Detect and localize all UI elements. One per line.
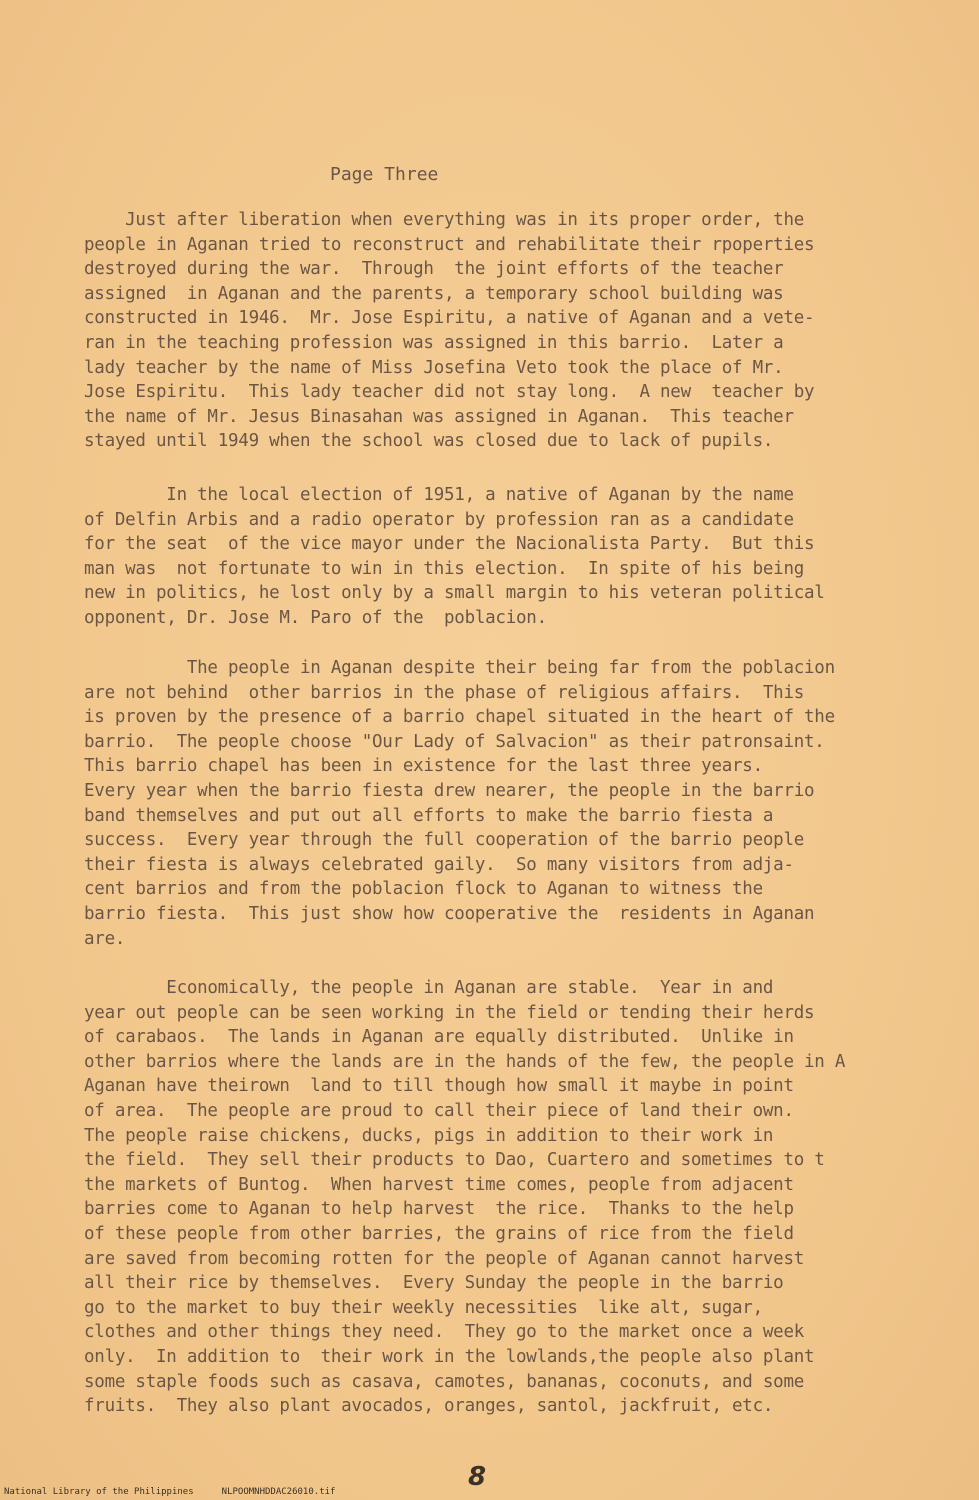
text-line: success. Every year through the full cooperation of the barrio people xyxy=(84,830,805,851)
paragraph-3 xyxy=(84,656,964,951)
text-line: of area. The people are proud to call their piece of land their own. xyxy=(84,1100,794,1121)
text-line: of carabaos. The lands in Aganan are equally distributed. Unlike in xyxy=(84,1027,794,1048)
text-line: This barrio chapel has been in existence for the last three years. xyxy=(84,756,763,777)
text-line: are. xyxy=(84,928,126,949)
text-line: all their rice by themselves. Every Sunday the people in the barrio xyxy=(84,1273,784,1294)
text-line: cent barrios and from the poblacion flock to Aganan to witness the xyxy=(84,879,763,900)
text-line: The people in Aganan despite their being far from the poblacion xyxy=(84,658,835,678)
text-line: year out people can be seen working in the field or tending their herds xyxy=(84,1002,815,1023)
text-line: ran in the teaching profession was assigned in this barrio. Later a xyxy=(84,332,784,353)
text-line: In the local election of 1951, a native of Aganan by the name xyxy=(84,485,794,505)
text-line: go to the market to buy their weekly necessities like alt, sugar, xyxy=(84,1297,763,1318)
text-line: band themselves and put out all efforts to make the barrio fiesta a xyxy=(84,805,774,826)
text-line: destroyed during the war. Through the joint efforts of the teacher xyxy=(84,259,784,280)
text-line: Just after liberation when everything was in its proper order, the xyxy=(84,210,805,230)
text-line: people in Aganan tried to reconstruct and rehabilitate their rpoperties xyxy=(84,234,815,255)
paragraph-2 xyxy=(84,483,964,631)
text-line: lady teacher by the name of Miss Josefina Veto took the place of Mr. xyxy=(84,357,784,378)
text-line: the field. They sell their products to Dao, Cuartero and sometimes to t xyxy=(84,1150,825,1171)
text-line: Economically, the people in Aganan are stable. Year in and xyxy=(84,978,774,998)
text-line: constructed in 1946. Mr. Jose Espiritu, a native of Aganan and a vete- xyxy=(84,308,815,329)
text-line: barrio. The people choose "Our Lady of Salvacion" as their patronsaint. xyxy=(84,731,825,752)
text-line: barries come to Aganan to help harvest the rice. Thanks to the help xyxy=(84,1199,794,1220)
text-line: clothes and other things they need. They go to the market once a week xyxy=(84,1322,805,1343)
text-line: opponent, Dr. Jose M. Paro of the poblacion. xyxy=(84,607,547,628)
text-line: for the seat of the vice mayor under the Nacionalista Party. But this xyxy=(84,534,815,555)
paragraph-4 xyxy=(84,976,964,1419)
footer-institution: National Library of the Philippines xyxy=(4,1487,194,1497)
footer-filename: NLPOOMNHDDAC26010.tif xyxy=(221,1487,336,1497)
text-line: man was not fortunate to win in this election. In spite of his being xyxy=(84,558,805,579)
text-line: stayed until 1949 when the school was closed due to lack of pupils. xyxy=(84,431,774,452)
page-number: 8 xyxy=(468,1462,487,1492)
text-line: other barrios where the lands are in the hands of the few, the people in A xyxy=(84,1051,846,1072)
page-header: Page Three xyxy=(330,164,439,185)
text-line: only. In addition to their work in the lowlands,the people also plant xyxy=(84,1346,815,1367)
text-line: Jose Espiritu. This lady teacher did not stay long. A new teacher by xyxy=(84,382,815,403)
text-line: of Delfin Arbis and a radio operator by profession ran as a candidate xyxy=(84,509,794,530)
text-line: Every year when the barrio fiesta drew nearer, the people in the barrio xyxy=(84,780,815,801)
text-line: new in politics, he lost only by a small margin to his veteran political xyxy=(84,583,825,604)
text-line: the name of Mr. Jesus Binasahan was assigned in Aganan. This teacher xyxy=(84,406,794,427)
text-line: the markets of Buntog. When harvest time comes, people from adjacent xyxy=(84,1174,794,1195)
text-line: Aganan have theirown land to till though how small it maybe in point xyxy=(84,1076,794,1097)
scan-footer xyxy=(4,1487,363,1497)
text-line: assigned in Aganan and the parents, a temporary school building was xyxy=(84,283,784,304)
text-line: some staple foods such as casava, camotes, bananas, coconuts, and some xyxy=(84,1371,805,1392)
text-line: barrio fiesta. This just show how cooperative the residents in Aganan xyxy=(84,903,815,924)
text-line: are saved from becoming rotten for the people of Aganan cannot harvest xyxy=(84,1248,805,1269)
paragraph-1 xyxy=(84,208,964,454)
text-line: their fiesta is always celebrated gaily. So many visitors from adja- xyxy=(84,854,794,875)
text-line: of these people from other barries, the grains of rice from the field xyxy=(84,1223,794,1244)
text-line: fruits. They also plant avocados, oranges, santol, jackfruit, etc. xyxy=(84,1396,774,1417)
text-line: is proven by the presence of a barrio chapel situated in the heart of the xyxy=(84,707,835,728)
text-line: are not behind other barrios in the phase of religious affairs. This xyxy=(84,682,805,703)
text-line: The people raise chickens, ducks, pigs in addition to their work in xyxy=(84,1125,774,1146)
